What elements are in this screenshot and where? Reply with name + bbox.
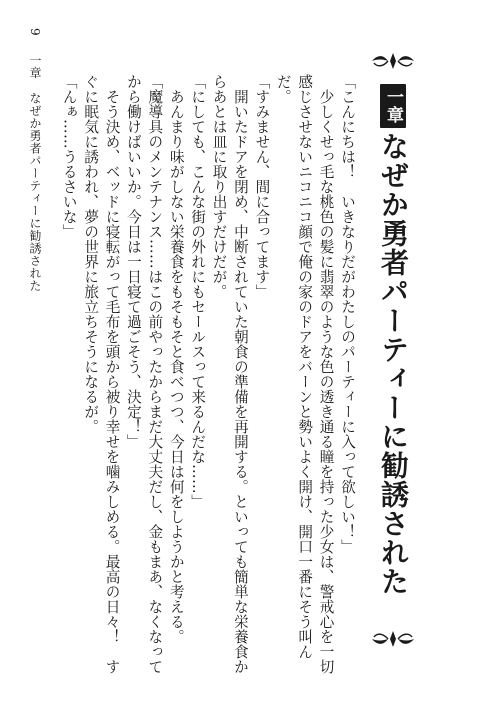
header-chapter-title: なぜか勇者パーティーに勧誘された: [28, 91, 42, 292]
chapter-title-text: なぜか勇者パーティーに勧誘された: [377, 132, 410, 596]
paragraph: 「こんにちは！ いきなりだがわたしのパーティーに入って欲しい！」: [339, 74, 356, 554]
paragraph: 少しくせっ毛な桃色の髪に翡翠のような色の透き通る瞳を持った少女は、警戒心を一切感じさせないニコニコ顔で俺の家のドアをバーンと勢いよく開け、開口一番にそう叫んだ。: [274, 74, 335, 674]
chapter-title: [372, 84, 414, 624]
paragraph: 「魔導具のメンテナンス……はこの前やったからまだ大丈夫だし、金もまあ、なくなってから働けばいいか。今日は一日寝て過ごそう、決定！」: [124, 74, 164, 674]
page-number: 9: [28, 28, 42, 37]
running-header: [24, 28, 46, 328]
paragraph: 「にしても、こんな街の外れにもセールスって来るんだな……」: [189, 74, 207, 509]
paragraph: あんまり味がしない栄養食をもそもそと食べつつ、今日は何をしようかと考える。: [167, 74, 185, 644]
chapter-number-badge: 一章: [380, 84, 406, 128]
body-text: [58, 74, 358, 674]
paragraph: 「すみません、間に合ってます」: [253, 74, 271, 299]
chapter-heading: [368, 50, 418, 650]
top-flourish-ornament-icon: [368, 50, 418, 72]
header-chapter-label: 一章: [28, 54, 42, 80]
bottom-flourish-ornament-icon: [368, 628, 418, 650]
paragraph: そう決め、ベッドに寝転がって毛布を頭から被り幸せを噛みしめる。最高の日々！ すぐに眠気に誘われ、夢の世界に旅立ちそうになるが。: [82, 74, 121, 674]
paragraph: 開いたドアを閉め、中断されていた朝食の準備を再開する。といっても簡単な栄養食からあとは皿に取り出すだけだが。: [210, 74, 249, 674]
paragraph: 「んぁ……うるさいな」: [60, 74, 78, 239]
